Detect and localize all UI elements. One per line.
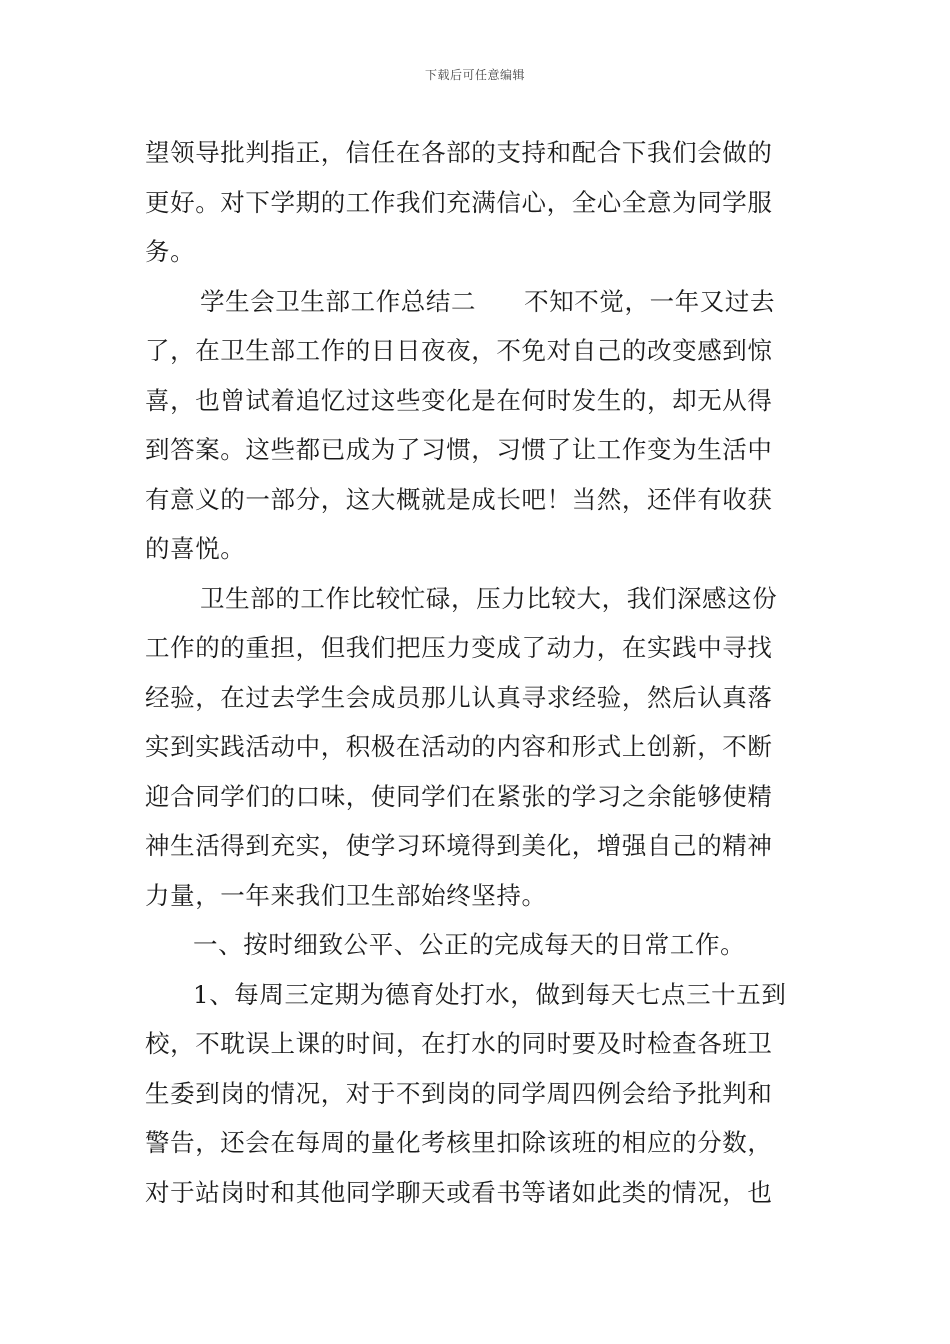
text-line: 工作的的重担，但我们把压力变成了动力，在实践中寻找 — [145, 633, 773, 662]
text-line: 力量，一年来我们卫生部始终坚持。 — [145, 880, 547, 910]
document-body — [145, 128, 815, 1217]
text-line: 到答案。这些都已成为了习惯，习惯了让工作变为生活中 — [145, 435, 773, 464]
text-line: 卫生部的工作比较忙碌，压力比较大，我们深感这份 — [200, 583, 778, 613]
list-item-line: 1、每周三定期为德育处打水，做到每天七点三十五到 — [193, 979, 787, 1009]
text-line: 喜，也曾试着追忆过这些变化是在何时发生的，却无从得 — [145, 385, 773, 415]
text-line: 的喜悦。 — [145, 534, 246, 563]
page-header-note: 下载后可任意编辑 — [424, 68, 525, 82]
text-line: 警告，还会在每周的量化考核里扣除该班的相应的分数， — [145, 1128, 773, 1157]
text-line: 神生活得到充实，使学习环境得到美化，增强自己的精神 — [145, 831, 773, 860]
text-line: 了，在卫生部工作的日日夜夜，不免对自己的改变感到惊 — [145, 336, 773, 365]
text-line: 务。 — [145, 237, 196, 266]
text-line: 对于站岗时和其他同学聊天或看书等诸如此类的情况，也 — [145, 1177, 773, 1207]
text-line: 望领导批判指正，信任在各部的支持和配合下我们会做的 — [145, 138, 773, 167]
text-line: 实到实践活动中，积极在活动的内容和形式上创新，不断 — [145, 732, 773, 761]
text-line: 生委到岗的情况，对于不到岗的同学周四例会给予批判和 — [145, 1078, 773, 1108]
text-line: 迎合同学们的口味，使同学们在紧张的学习之余能够使精 — [145, 781, 773, 811]
text-line: 校，不耽误上课的时间，在打水的同时要及时检查各班卫 — [145, 1029, 773, 1058]
text-line: 经验，在过去学生会成员那儿认真寻求经验，然后认真落 — [145, 682, 773, 712]
section-title: 学生会卫生部工作总结二 — [200, 286, 477, 316]
text-line: 更好。对下学期的工作我们充满信心，全心全意为同学服 — [145, 187, 773, 217]
list-heading-line: 一、按时细致公平、公正的完成每天的日常工作。 — [193, 930, 746, 959]
text-line: 有意义的一部分，这大概就是成长吧！当然，还伴有收获 — [145, 484, 773, 514]
section-title-line — [145, 277, 815, 327]
text-fragment: 不知不觉，一年又过去 — [524, 286, 776, 316]
